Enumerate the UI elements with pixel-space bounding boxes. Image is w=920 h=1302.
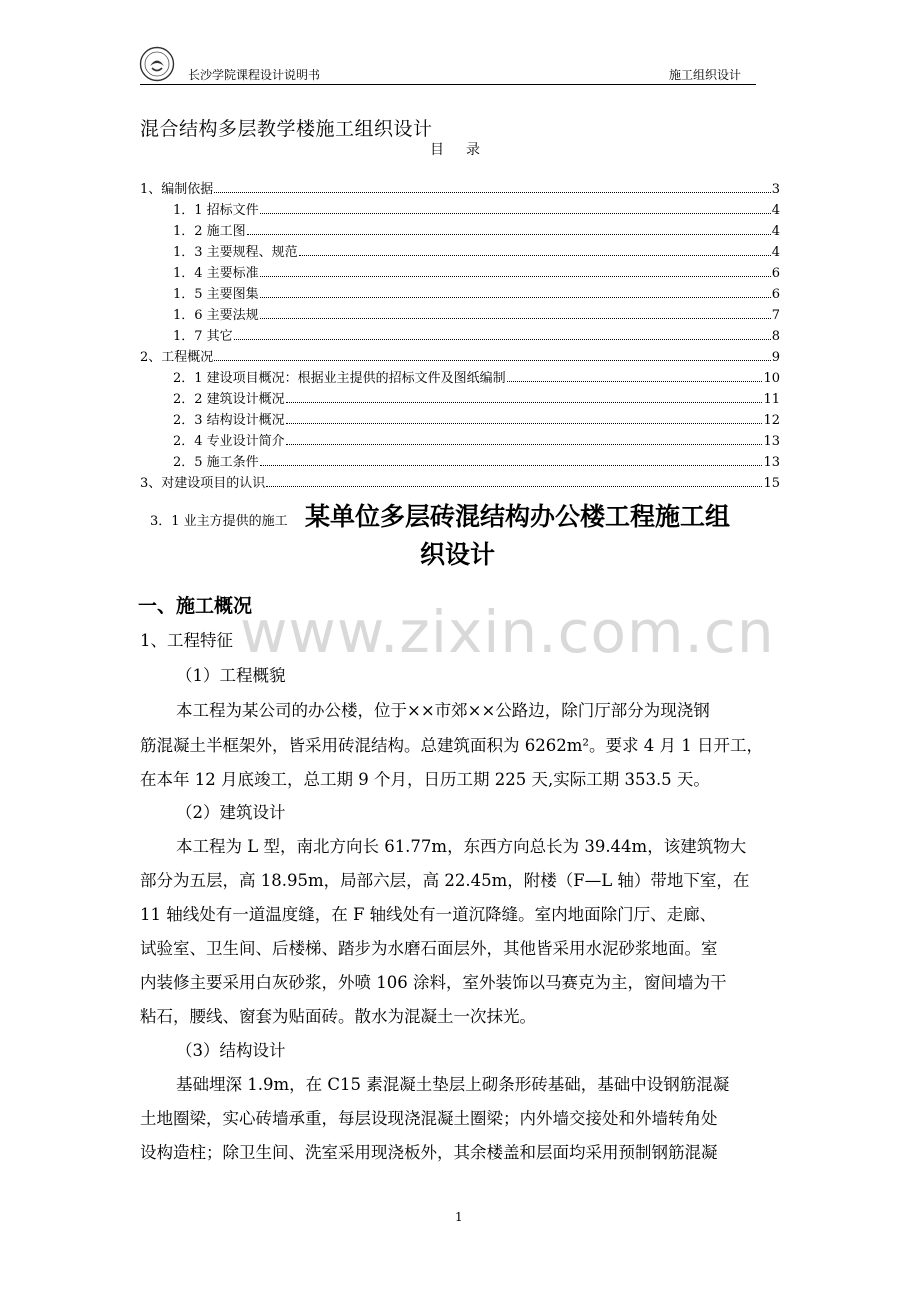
paragraph-line: 试验室、卫生间、后楼梯、踏步为水磨石面层外，其他皆采用水泥砂浆地面。室 [140,939,718,958]
paragraph-line: 本工程为某公司的办公楼，位于××市郊××公路边，除门厅部分为现浇钢 [176,701,710,720]
paragraph-line: 内装修主要采用白灰砂浆，外喷 106 涂料，室外装饰以马赛克为主，窗间墙为干 [140,973,727,992]
subsection-heading: （3）结构设计 [176,1041,286,1060]
watermark-text: www.zixin.com.cn [240,598,775,666]
table-of-contents [140,178,780,498]
toc-item[interactable]: 1．6 主要法规 7 [173,308,780,323]
toc-item[interactable]: 2．3 结构设计概况 12 [173,413,780,428]
paragraph-line: 部分为五层，高 18.95m，局部六层，高 22.45m，附楼（F—L 轴）带地下室，在 [140,871,750,890]
toc-item[interactable]: 1．5 主要图集 6 [173,287,780,302]
toc-item[interactable]: 1．7 其它 8 [173,329,780,344]
paragraph-line: 筋混凝土半框架外，皆采用砖混结构。总建筑面积为 6262m²。要求 4 月 1 日开工， [140,736,763,755]
paragraph-line: 本工程为 L 型，南北方向长 61.77m，东西方向总长为 39.44m，该建筑物大 [176,837,747,856]
toc-item[interactable]: 2、工程概况 9 [140,350,780,365]
toc-item[interactable]: 1．1 招标文件 4 [173,203,780,218]
header-left-text: 长沙学院课程设计说明书 [188,68,321,82]
subsection-heading: （2）建筑设计 [176,803,286,822]
college-logo-icon [139,46,175,82]
header-right-text: 施工组织设计 [669,68,742,82]
paragraph-line: 11 轴线处有一道温度缝，在 F 轴线处有一道沉降缝。室内地面除门厅、走廊、 [140,905,717,924]
header-rule [140,84,756,85]
toc-item[interactable]: 2．1 建设项目概况：根据业主提供的招标文件及图纸编制 10 [173,371,780,386]
document-title: 混合结构多层教学楼施工组织设计 [140,118,433,140]
paragraph-line: 设构造柱；除卫生间、洗室采用现浇板外，其余楼盖和层面均采用预制钢筋混凝 [140,1143,718,1162]
toc-item[interactable]: 1．4 主要标准 6 [173,266,780,281]
subsection-heading: 1、工程特征 [140,631,233,650]
toc-item[interactable]: 1．3 主要规程、规范 4 [173,245,780,260]
toc-item[interactable]: 3、对建设项目的认识 15 [140,476,780,491]
toc-item[interactable]: 1．2 施工图 4 [173,224,780,239]
section-heading: 一、施工概况 [138,595,253,617]
toc-item[interactable]: 2．4 专业设计简介 13 [173,434,780,449]
main-title-line2: 织设计 [420,540,496,569]
main-title-line1: 某单位多层砖混结构办公楼工程施工组 [305,502,731,531]
toc-heading: 目录 [430,142,502,158]
paragraph-line: 土地圈梁，实心砖墙承重，每层设现浇混凝土圈梁；内外墙交接处和外墙转角处 [140,1109,718,1128]
page-number: 1 [455,1210,463,1224]
toc-item[interactable]: 1、编制依据 3 [140,182,780,197]
paragraph-line: 在本年 12 月底竣工，总工期 9 个月，日历工期 225 天,实际工期 353.5 天。 [140,770,710,789]
toc-partial-item[interactable]: 3．1 业主方提供的施工 [150,514,288,529]
paragraph-line: 粘石，腰线、窗套为贴面砖。散水为混凝土一次抹光。 [140,1007,536,1026]
toc-item[interactable]: 2．2 建筑设计概况 11 [173,392,780,407]
toc-item[interactable]: 2．5 施工条件 13 [173,455,780,470]
subsection-heading: （1）工程概貌 [176,666,286,685]
paragraph-line: 基础埋深 1.9m，在 C15 素混凝土垫层上砌条形砖基础，基础中设钢筋混凝 [176,1075,730,1094]
